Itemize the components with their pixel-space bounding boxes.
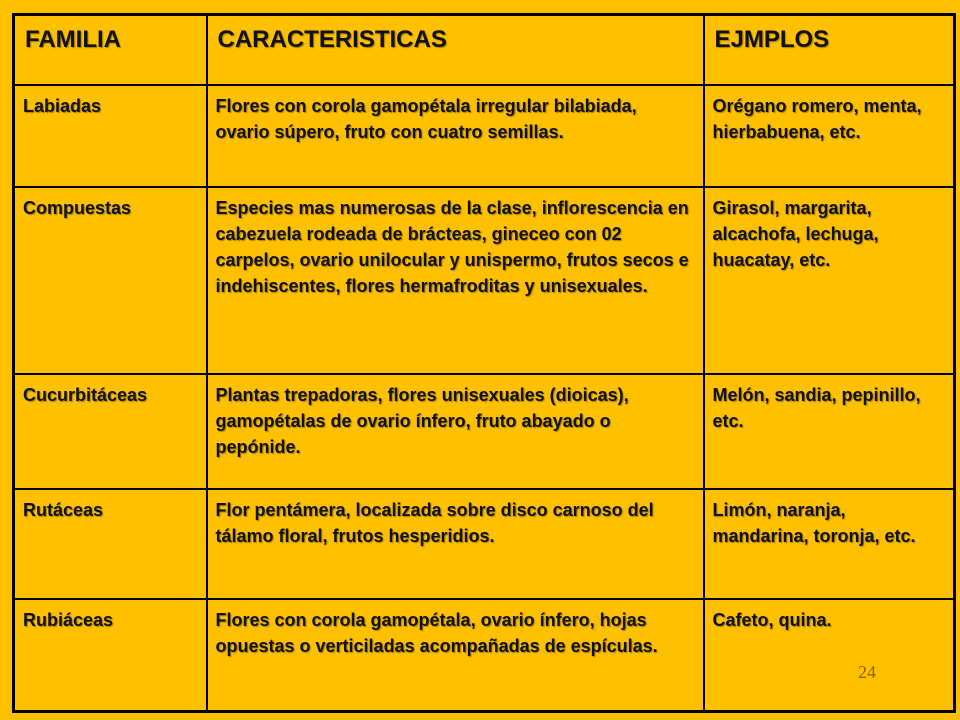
familia-cell: Rubiáceas: [14, 599, 207, 712]
familia-cell: Labiadas: [14, 85, 207, 187]
caracteristicas-cell: Flor pentámera, localizada sobre disco carnoso del tálamo floral, frutos hesperidios.: [207, 489, 704, 599]
ejemplos-cell: Melón, sandia, pepinillo, etc.: [704, 374, 955, 489]
table-row: [14, 489, 955, 599]
caracteristicas-cell: Especies mas numerosas de la clase, inflorescencia en cabezuela rodeada de brácteas, gineceo con 02 carpelos, ovario unilocular y unispermo, frutos secos e indehiscentes, flores hermafroditas y unisexuales.: [207, 187, 704, 374]
table-row: [14, 374, 955, 489]
ejemplos-cell: Girasol, margarita, alcachofa, lechuga, huacatay, etc.: [704, 187, 955, 374]
page-number: 24: [858, 662, 876, 682]
header-caracteristicas: CARACTERISTICAS: [207, 15, 704, 86]
caracteristicas-cell: Plantas trepadoras, flores unisexuales (dioicas), gamopétalas de ovario ínfero, fruto abayado o pepónide.: [207, 374, 704, 489]
header-familia: FAMILIA: [14, 15, 207, 86]
familia-cell: Rutáceas: [14, 489, 207, 599]
ejemplos-cell: Limón, naranja, mandarina, toronja, etc.: [704, 489, 955, 599]
table-row: [14, 187, 955, 374]
familia-cell: Cucurbitáceas: [14, 374, 207, 489]
families-table: [12, 13, 956, 713]
ejemplos-cell: Orégano romero, menta, hierbabuena, etc.: [704, 85, 955, 187]
caracteristicas-cell: Flores con corola gamopétala irregular bilabiada, ovario súpero, fruto con cuatro semillas.: [207, 85, 704, 187]
header-ejemplos: EJMPLOS: [704, 15, 955, 86]
table-row: [14, 599, 955, 712]
table-row: [14, 85, 955, 187]
caracteristicas-cell: Flores con corola gamopétala, ovario ínfero, hojas opuestas o verticiladas acompañadas de espículas.: [207, 599, 704, 712]
ejemplos-cell: Cafeto, quina.: [704, 599, 955, 712]
familia-cell: Compuestas: [14, 187, 207, 374]
header-row: [14, 15, 955, 86]
